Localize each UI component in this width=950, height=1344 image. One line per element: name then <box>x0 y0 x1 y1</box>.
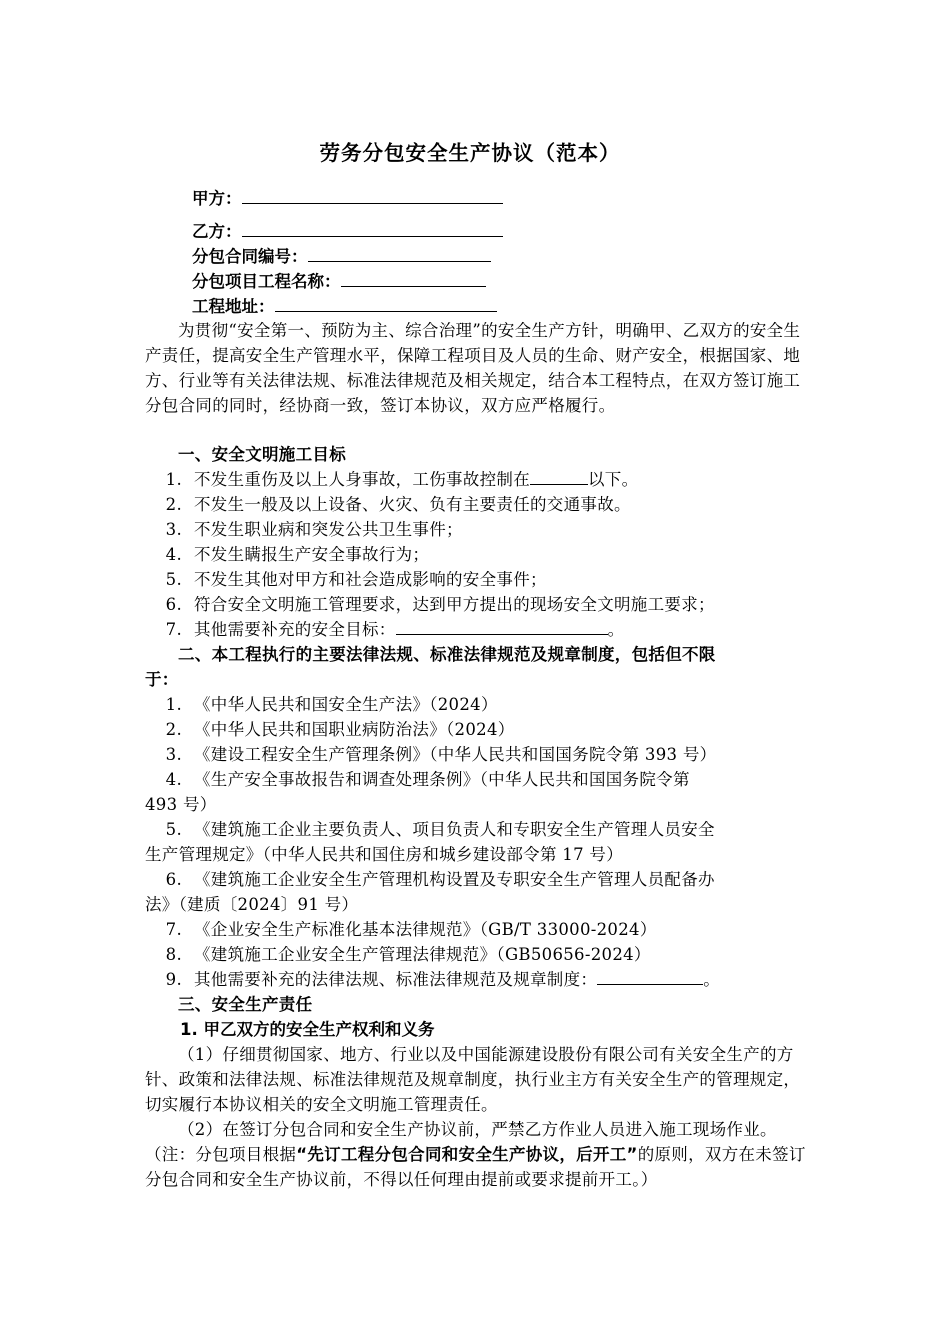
law-item-1 <box>145 692 810 717</box>
item-text: 生产管理规定》（中华人民共和国住房和城乡建设部令第 17 号） <box>145 845 624 864</box>
goal-item-7 <box>145 617 810 642</box>
item-number: 5. <box>165 570 182 589</box>
address-label: 工程地址： <box>192 297 275 316</box>
item-number: 4. <box>165 770 182 789</box>
item-text: 《生产安全事故报告和调查处理条例》（中华人民共和国国务院令第 <box>194 770 690 789</box>
law-item-2 <box>145 717 810 742</box>
party-a-blank[interactable] <box>242 184 503 204</box>
item-number: 6. <box>165 870 182 889</box>
goal-item-6 <box>145 592 810 617</box>
item-text: 《建筑施工企业主要负责人、项目负责人和专职安全生产管理人员安全 <box>194 820 715 839</box>
item-text: 其他需要补充的安全目标： <box>194 620 396 639</box>
goal-item-3 <box>145 517 810 542</box>
item-number: 7. <box>165 920 182 939</box>
item-text: 不发生重伤及以上人身事故，工伤事故控制在 <box>194 470 530 489</box>
item-text: 不发生瞒报生产安全事故行为； <box>194 545 430 564</box>
item-text: 《中华人民共和国职业病防治法》（2024） <box>194 720 515 739</box>
section2-heading-cont <box>145 667 810 692</box>
section2-heading-line1: 二、本工程执行的主要法律法规、标准法律规范及规章制度，包括但不限 <box>178 645 716 664</box>
item-text: 。 <box>607 620 625 639</box>
law-item-4-cont <box>145 792 810 817</box>
law-item-7 <box>145 917 810 942</box>
item-number: 7. <box>165 620 182 639</box>
item-text: 不发生职业病和突发公共卫生事件； <box>194 520 463 539</box>
item-number: 5. <box>165 820 182 839</box>
item-number: 3. <box>165 520 182 539</box>
item-text: 法》（建质〔2024〕91 号） <box>145 895 359 914</box>
goal-item-4 <box>145 542 810 567</box>
law-item-5 <box>145 817 810 842</box>
section2-heading-line2: 于： <box>145 670 179 689</box>
item-number: 9. <box>165 970 182 989</box>
item-text: 493 号） <box>145 795 217 814</box>
law-item-6-cont <box>145 892 810 917</box>
item-number: 6. <box>165 595 182 614</box>
law-item-3 <box>145 742 810 767</box>
intro-paragraph: 为贯彻“安全第一、预防为主、综合治理”的安全生产方针，明确甲、乙双方的安全生产责任，提高安全生产管理水平，保障工程项目及人员的生命、财产安全，根据国家、地方、行业等有关法律法规、标准法律规范及相关规定，结合本工程特点，在双方签订施工分包合同的同时，经协商一致，签订本协议，双方应严格履行。 <box>145 321 801 415</box>
item-number: 8. <box>165 945 182 964</box>
goal-item-5 <box>145 567 810 592</box>
address-blank[interactable] <box>275 292 497 312</box>
item-number: 2. <box>165 720 182 739</box>
party-b-field <box>192 217 503 241</box>
item-text: 《建筑施工企业安全生产管理法律规范》（GB50656-2024） <box>194 945 651 964</box>
p2-text: （2）在签订分包合同和安全生产协议前，严禁乙方作业人员进入施工现场作业。（注：分包项目根据 <box>145 1120 777 1164</box>
document-title: 劳务分包安全生产协议（范本） <box>319 141 621 165</box>
party-b-label: 乙方： <box>192 222 242 241</box>
section1-heading-text: 一、安全文明施工目标 <box>178 445 346 464</box>
project-name-label: 分包项目工程名称： <box>192 272 341 291</box>
item-text: 不发生其他对甲方和社会造成影响的安全事件； <box>194 570 547 589</box>
item-text: 《建设工程安全生产管理条例》（中华人民共和国国务院令第 393 号） <box>194 745 717 764</box>
item-text: 。 <box>703 970 721 989</box>
item-text: 其他需要补充的法律法规、标准法律规范及规章制度： <box>194 970 598 989</box>
project-name-blank[interactable] <box>341 267 486 287</box>
injury-limit-blank[interactable] <box>530 468 588 485</box>
section3-heading <box>145 992 810 1017</box>
section2-heading <box>145 642 810 667</box>
section1-heading <box>145 442 810 467</box>
goal-item-1 <box>145 467 810 492</box>
item-text: 《企业安全生产标准化基本法律规范》（GB/T 33000-2024） <box>194 920 657 939</box>
item-number: 3. <box>165 745 182 764</box>
law-item-4 <box>145 767 810 792</box>
contract-no-blank[interactable] <box>308 242 491 262</box>
p2-bold-text: “先订工程分包合同和安全生产协议，后开工” <box>296 1145 638 1164</box>
law-item-6 <box>145 867 810 892</box>
extra-law-blank[interactable] <box>597 968 703 985</box>
contract-no-field <box>192 242 491 266</box>
section3-p1: （1）仔细贯彻国家、地方、行业以及中国能源建设股份有限公司有关安全生产的方针、政策和法律法规、标准法律规范及规章制度，执行业主方有关安全生产的管理规定，切实履行本协议相关的安全文明施工管理责任。 <box>145 1045 801 1114</box>
goal-item-2 <box>145 492 810 517</box>
item-number: 4. <box>165 545 182 564</box>
item-text: 不发生一般及以上设备、火灾、负有主要责任的交通事故。 <box>194 495 631 514</box>
law-item-5-cont <box>145 842 810 867</box>
contract-no-label: 分包合同编号： <box>192 247 308 266</box>
item-text: 符合安全文明施工管理要求，达到甲方提出的现场安全文明施工要求； <box>194 595 715 614</box>
section3-heading-text: 三、安全生产责任 <box>178 995 313 1014</box>
extra-goal-blank[interactable] <box>396 618 608 635</box>
party-b-blank[interactable] <box>242 217 503 237</box>
item-number: 2. <box>165 495 182 514</box>
law-item-8 <box>145 942 810 967</box>
item-text: 以下。 <box>588 470 639 489</box>
item-text: 《建筑施工企业安全生产管理机构设置及专职安全生产管理人员配备办 <box>194 870 715 889</box>
item-text: 《中华人民共和国安全生产法》（2024） <box>194 695 498 714</box>
item-number: 1. <box>165 470 182 489</box>
section3-sub1: 1. 甲乙双方的安全生产权利和义务 <box>180 1020 435 1039</box>
project-name-field <box>192 267 486 291</box>
item-number: 1. <box>165 695 182 714</box>
section3-p2 <box>145 1117 810 1192</box>
party-a-field <box>192 184 503 208</box>
law-item-9 <box>145 967 810 992</box>
p2-text: 的原则，双方在未签订分包合同和安全生产协议前，不得以任何理由提前或要求提前开工。） <box>145 1145 806 1189</box>
address-field <box>192 292 497 316</box>
party-a-label: 甲方： <box>192 189 242 208</box>
